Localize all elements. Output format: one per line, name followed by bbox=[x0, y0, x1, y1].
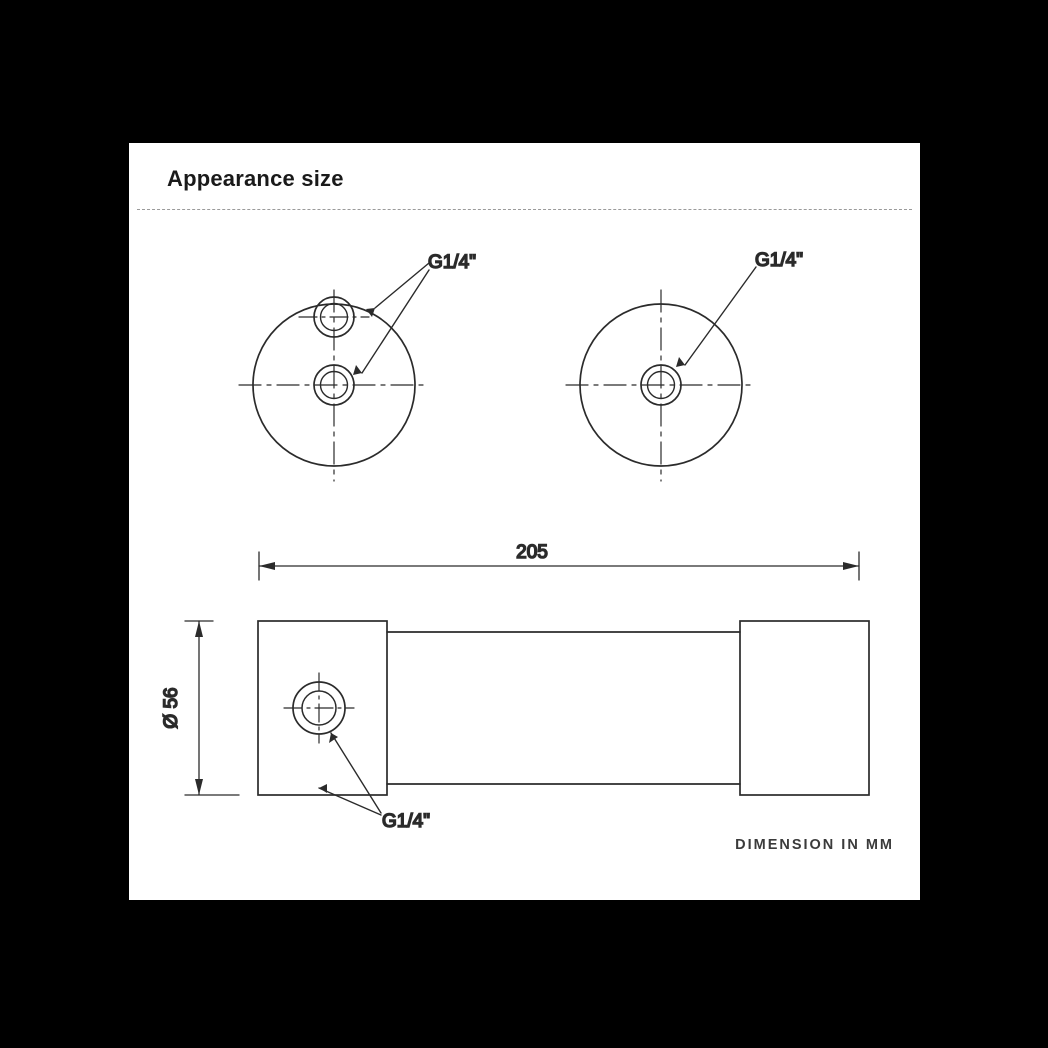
label-port-left: G1/4" bbox=[428, 252, 476, 273]
page-title: Appearance size bbox=[167, 166, 344, 191]
end-view-right bbox=[566, 267, 756, 481]
dimension-units-note: DIMENSION IN MM bbox=[735, 837, 894, 853]
appearance-size-drawing bbox=[129, 143, 920, 900]
side-view bbox=[258, 621, 869, 815]
dimension-overall-length bbox=[259, 552, 859, 580]
label-port-side: G1/4" bbox=[382, 811, 430, 832]
drawing-card bbox=[129, 143, 920, 900]
dimension-value-length: 205 bbox=[516, 542, 548, 563]
label-port-right: G1/4" bbox=[755, 250, 803, 271]
dimension-body-diameter bbox=[185, 621, 239, 795]
dimension-value-diameter: Ø 56 bbox=[161, 687, 182, 729]
end-view-left bbox=[239, 263, 429, 481]
